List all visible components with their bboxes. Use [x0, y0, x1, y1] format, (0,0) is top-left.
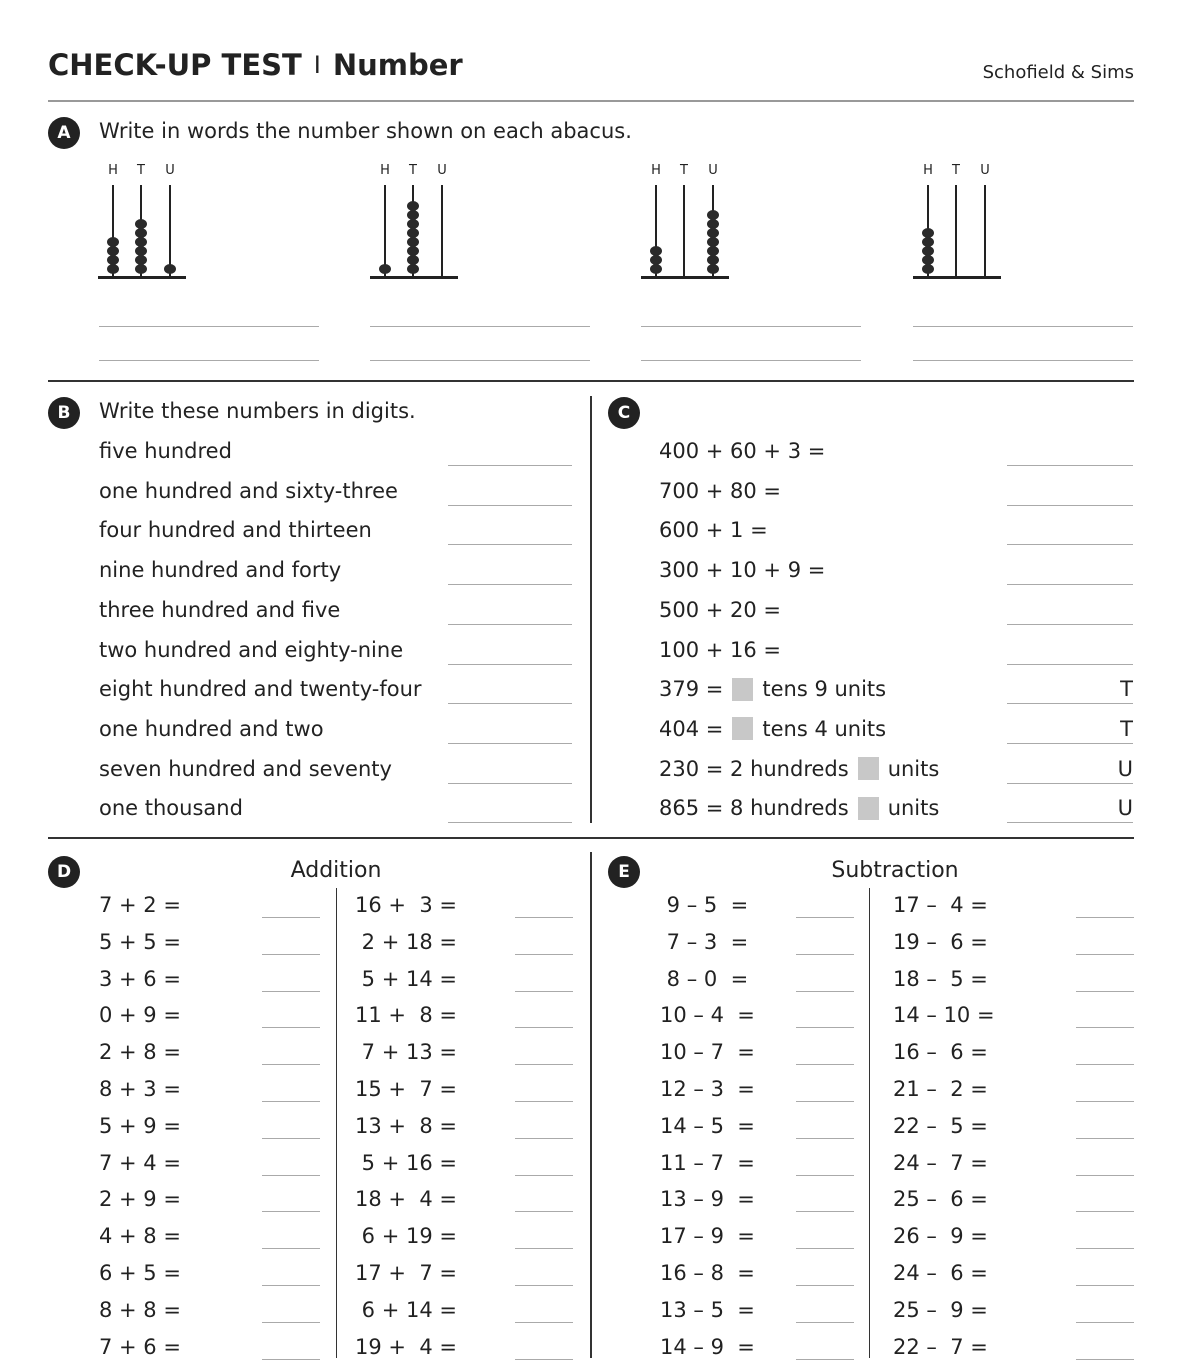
subtraction-answer-line[interactable]	[1076, 1175, 1134, 1176]
abacus-bead	[379, 264, 391, 274]
subtraction-equation: 10 – 4 =	[660, 1003, 755, 1028]
header-divider	[48, 100, 1134, 102]
abacus-bead	[650, 246, 662, 256]
addition-answer-line[interactable]	[262, 991, 320, 992]
addition-answer-line[interactable]	[515, 1064, 573, 1065]
answer-line[interactable]	[99, 326, 319, 327]
abacus-label: U	[437, 163, 447, 178]
section-b-answer-line[interactable]	[448, 703, 572, 704]
section-d-title: Addition	[290, 858, 382, 883]
subtraction-equation: 17 – 4 =	[893, 893, 988, 917]
section-b-answer-line[interactable]	[448, 624, 572, 625]
section-b-item: one hundred and sixty-three	[99, 478, 398, 503]
section-b-answer-line[interactable]	[448, 664, 572, 665]
section-e-badge: E	[608, 856, 640, 888]
addition-answer-line[interactable]	[262, 1175, 320, 1176]
abacus-label: U	[708, 163, 718, 178]
addition-equation: 19 + 4 =	[355, 1334, 457, 1359]
addition-equation: 5 + 16 =	[355, 1150, 457, 1175]
subtraction-equation: 14 – 5 =	[660, 1113, 755, 1138]
abacus-bead	[707, 246, 719, 256]
addition-equation: 8 + 3 =	[99, 1077, 181, 1101]
abacus-4	[913, 163, 1003, 288]
abacus-bead	[922, 264, 934, 274]
abacus-label: T	[952, 163, 960, 178]
answer-line[interactable]	[641, 326, 861, 327]
section-c-badge: C	[608, 397, 640, 429]
section-c-expression: 300 + 10 + 9 =	[659, 558, 826, 583]
section-b-answer-line[interactable]	[448, 544, 572, 545]
addition-column-divider	[336, 888, 337, 1358]
addition-answer-line[interactable]	[262, 1211, 320, 1212]
subtraction-answer-line[interactable]	[796, 1359, 854, 1360]
section-c-expression: 500 + 20 =	[659, 597, 782, 622]
addition-equation: 16 + 3 =	[355, 893, 457, 917]
section-b-answer-line[interactable]	[448, 822, 572, 823]
section-c-item	[659, 717, 886, 741]
section-b-item: seven hundred and seventy	[99, 756, 392, 781]
abacus-rod	[683, 185, 685, 277]
addition-answer-line[interactable]	[262, 1248, 320, 1249]
section-c-unit-suffix: T	[1120, 716, 1133, 741]
abacus-bead	[707, 255, 719, 265]
abacus-1	[98, 163, 188, 288]
addition-equation: 4 + 8 =	[99, 1224, 181, 1249]
section-a-instruction: Write in words the number shown on each abacus.	[99, 119, 632, 143]
column-divider	[590, 852, 592, 1358]
abacus-rod	[984, 185, 986, 277]
abacus-label: U	[980, 163, 990, 178]
subtraction-equation: 14 – 10 =	[893, 1003, 995, 1028]
addition-answer-line[interactable]	[515, 1248, 573, 1249]
addition-answer-line[interactable]	[515, 1211, 573, 1212]
section-divider	[48, 380, 1134, 382]
section-c-unit-suffix: T	[1120, 677, 1133, 702]
subtraction-equation: 12 – 3 =	[660, 1077, 755, 1101]
abacus-bead	[135, 246, 147, 256]
subtraction-equation: 11 – 7 =	[660, 1150, 755, 1175]
abacus-bead	[407, 255, 419, 265]
subtraction-answer-line[interactable]	[1076, 1322, 1134, 1323]
section-c-answer-line[interactable]	[1007, 664, 1133, 665]
subtraction-answer-line[interactable]	[796, 1248, 854, 1249]
abacus-label: T	[680, 163, 688, 178]
publisher-label: Schofield & Sims	[982, 62, 1134, 83]
addition-answer-line[interactable]	[262, 954, 320, 955]
addition-equation: 8 + 8 =	[99, 1297, 181, 1322]
section-c-item	[659, 638, 781, 662]
addition-answer-line[interactable]	[262, 1101, 320, 1102]
subtraction-equation: 24 – 7 =	[893, 1150, 988, 1175]
subtraction-answer-line[interactable]	[1076, 1101, 1134, 1102]
section-c-expression: 600 + 1 =	[659, 518, 768, 543]
section-b-instruction: Write these numbers in digits.	[99, 399, 416, 423]
section-c-unit-suffix: U	[1117, 756, 1133, 781]
addition-answer-line[interactable]	[515, 991, 573, 992]
section-b-item: nine hundred and forty	[99, 558, 342, 583]
section-b-answer-line[interactable]	[448, 465, 572, 466]
subtraction-answer-line[interactable]	[1076, 1064, 1134, 1065]
section-c-unit-suffix: U	[1117, 796, 1133, 821]
addition-answer-line[interactable]	[262, 1138, 320, 1139]
section-c-place-label: units	[887, 756, 940, 781]
addition-equation: 2 + 8 =	[99, 1040, 181, 1065]
subtraction-equation: 10 – 7 =	[660, 1040, 755, 1065]
subtraction-answer-line[interactable]	[796, 1138, 854, 1139]
addition-equation: 0 + 9 =	[99, 1003, 181, 1028]
subtraction-answer-line[interactable]	[796, 1322, 854, 1323]
addition-equation: 11 + 8 =	[355, 1003, 457, 1028]
subtraction-answer-line[interactable]	[1076, 917, 1134, 918]
subtraction-equation: 17 – 9 =	[660, 1224, 755, 1249]
subtraction-answer-line[interactable]	[796, 1101, 854, 1102]
addition-answer-line[interactable]	[262, 1322, 320, 1323]
section-b-item: three hundred and five	[99, 597, 341, 622]
subtraction-answer-line[interactable]	[796, 917, 854, 918]
section-c-expression: 700 + 80 =	[659, 478, 782, 503]
addition-equation: 15 + 7 =	[355, 1077, 457, 1101]
abacus-bead	[707, 228, 719, 238]
abacus-bead	[707, 264, 719, 274]
addition-answer-line[interactable]	[515, 1175, 573, 1176]
abacus-rod	[441, 185, 443, 277]
section-e-title: Subtraction	[831, 858, 959, 883]
subtraction-equation: 22 – 5 =	[893, 1113, 988, 1138]
addition-answer-line[interactable]	[262, 1027, 320, 1028]
subtraction-equation: 14 – 9 =	[660, 1334, 755, 1359]
section-b-answer-line[interactable]	[448, 783, 572, 784]
answer-line[interactable]	[641, 360, 861, 361]
title-separator: I	[313, 51, 321, 79]
section-d-badge: D	[48, 856, 80, 888]
subtraction-answer-line[interactable]	[796, 1064, 854, 1065]
section-c-answer-line[interactable]	[1007, 465, 1133, 466]
section-c-place-label: units	[887, 796, 940, 821]
answer-line[interactable]	[370, 360, 590, 361]
addition-equation: 6 + 19 =	[355, 1224, 457, 1249]
page-title	[48, 48, 463, 82]
addition-equation: 7 + 13 =	[355, 1040, 457, 1065]
subtraction-answer-line[interactable]	[1076, 1138, 1134, 1139]
missing-digit-box	[732, 717, 753, 740]
subtraction-equation: 16 – 8 =	[660, 1261, 755, 1285]
section-c-item	[659, 598, 781, 622]
addition-answer-line[interactable]	[515, 1285, 573, 1286]
abacus-bead	[107, 246, 119, 256]
subtraction-equation: 21 – 2 =	[893, 1077, 988, 1101]
addition-answer-line[interactable]	[515, 1322, 573, 1323]
subtraction-equation: 22 – 7 =	[893, 1334, 988, 1359]
abacus-bead	[707, 237, 719, 247]
test-label: CHECK-UP TEST	[48, 48, 302, 82]
addition-answer-line[interactable]	[262, 1064, 320, 1065]
subtraction-answer-line[interactable]	[796, 991, 854, 992]
addition-equation: 7 + 2 =	[99, 893, 181, 917]
section-c-answer-line[interactable]	[1007, 584, 1133, 585]
section-c-place-label: tens 9 units	[762, 677, 887, 702]
section-b-answer-line[interactable]	[448, 584, 572, 585]
abacus-bead	[707, 210, 719, 220]
addition-answer-line[interactable]	[515, 954, 573, 955]
section-c-item	[659, 677, 886, 701]
section-b-item: one hundred and two	[99, 716, 324, 741]
section-c-expression: 865 = 8 hundreds	[659, 796, 849, 821]
section-c-answer-line[interactable]	[1007, 756, 1133, 784]
answer-line[interactable]	[370, 326, 590, 327]
answer-line[interactable]	[913, 360, 1133, 361]
addition-answer-line[interactable]	[515, 1027, 573, 1028]
addition-equation: 3 + 6 =	[99, 966, 181, 991]
abacus-base	[641, 276, 729, 279]
missing-digit-box	[858, 757, 879, 780]
abacus-bead	[407, 264, 419, 274]
abacus-bead	[922, 255, 934, 265]
subtraction-equation: 13 – 5 =	[660, 1297, 755, 1322]
abacus-base	[913, 276, 1001, 279]
section-c-expression: 100 + 16 =	[659, 637, 782, 662]
subtraction-answer-line[interactable]	[1076, 1211, 1134, 1212]
subtraction-equation: 24 – 6 =	[893, 1261, 988, 1285]
abacus-bead	[707, 219, 719, 229]
answer-line[interactable]	[913, 326, 1133, 327]
addition-answer-line[interactable]	[515, 1101, 573, 1102]
missing-digit-box	[858, 797, 879, 820]
addition-equation: 5 + 5 =	[99, 929, 181, 954]
abacus-bead	[164, 264, 176, 274]
abacus-bead	[107, 255, 119, 265]
abacus-base	[98, 276, 186, 279]
addition-answer-line[interactable]	[262, 917, 320, 918]
section-divider	[48, 837, 1134, 839]
column-divider	[590, 396, 592, 823]
abacus-bead	[650, 264, 662, 274]
addition-answer-line[interactable]	[262, 1285, 320, 1286]
subtraction-answer-line[interactable]	[796, 954, 854, 955]
subtraction-equation: 7 – 3 =	[660, 929, 749, 954]
section-c-place-label: tens 4 units	[762, 716, 887, 741]
subtraction-equation: 8 – 0 =	[660, 966, 749, 991]
subtraction-answer-line[interactable]	[796, 1027, 854, 1028]
abacus-label: H	[380, 163, 390, 178]
abacus-bead	[922, 228, 934, 238]
abacus-bead	[407, 210, 419, 220]
abacus-bead	[407, 246, 419, 256]
section-b-item: four hundred and thirteen	[99, 518, 372, 543]
subtraction-equation: 16 – 6 =	[893, 1040, 988, 1065]
abacus-bead	[135, 255, 147, 265]
abacus-bead	[107, 237, 119, 247]
abacus-rod	[955, 185, 957, 277]
section-b-item: one thousand	[99, 796, 243, 821]
subtraction-answer-line[interactable]	[1076, 1248, 1134, 1249]
abacus-label: T	[409, 163, 417, 178]
abacus-label: H	[108, 163, 118, 178]
section-c-item	[659, 796, 939, 820]
subtraction-answer-line[interactable]	[1076, 1359, 1134, 1360]
addition-equation: 7 + 4 =	[99, 1150, 181, 1175]
abacus-bead	[650, 255, 662, 265]
missing-digit-box	[732, 678, 753, 701]
subtraction-column-divider	[869, 888, 870, 1358]
section-c-answer-line[interactable]	[1007, 716, 1133, 744]
subtraction-answer-line[interactable]	[796, 1175, 854, 1176]
subtraction-equation: 25 – 6 =	[893, 1187, 988, 1212]
addition-answer-line[interactable]	[515, 1138, 573, 1139]
answer-line[interactable]	[99, 360, 319, 361]
section-c-expression: 379 =	[659, 677, 724, 702]
section-c-item	[659, 479, 781, 503]
abacus-label: H	[923, 163, 933, 178]
abacus-base	[370, 276, 458, 279]
addition-equation: 17 + 7 =	[355, 1261, 457, 1285]
section-b-answer-line[interactable]	[448, 505, 572, 506]
abacus-bead	[135, 264, 147, 274]
abacus-bead	[135, 237, 147, 247]
topic-label: Number	[332, 48, 463, 82]
abacus-bead	[922, 237, 934, 247]
section-c-answer-line[interactable]	[1007, 796, 1133, 823]
abacus-bead	[922, 246, 934, 256]
section-c-item	[659, 757, 939, 781]
subtraction-answer-line[interactable]	[1076, 1027, 1134, 1028]
addition-equation: 6 + 5 =	[99, 1261, 181, 1285]
section-c-item	[659, 558, 825, 582]
section-c-expression: 404 =	[659, 716, 724, 741]
section-b-item: five hundred	[99, 439, 232, 463]
abacus-bead	[407, 228, 419, 238]
abacus-label: H	[651, 163, 661, 178]
addition-equation: 18 + 4 =	[355, 1187, 457, 1212]
subtraction-answer-line[interactable]	[796, 1285, 854, 1286]
subtraction-equation: 9 – 5 =	[660, 893, 749, 917]
addition-equation: 2 + 18 =	[355, 929, 457, 954]
subtraction-answer-line[interactable]	[1076, 954, 1134, 955]
section-b-item: two hundred and eighty-nine	[99, 637, 404, 662]
subtraction-equation: 26 – 9 =	[893, 1224, 988, 1249]
subtraction-answer-line[interactable]	[796, 1211, 854, 1212]
addition-equation: 7 + 6 =	[99, 1334, 181, 1359]
subtraction-answer-line[interactable]	[1076, 991, 1134, 992]
subtraction-equation: 13 – 9 =	[660, 1187, 755, 1212]
section-c-item	[659, 439, 825, 463]
section-c-answer-line[interactable]	[1007, 624, 1133, 625]
section-a-badge: A	[48, 117, 80, 149]
abacus-2	[370, 163, 460, 288]
section-b-badge: B	[48, 397, 80, 429]
addition-equation: 5 + 14 =	[355, 966, 457, 991]
addition-answer-line[interactable]	[515, 917, 573, 918]
section-c-expression: 230 = 2 hundreds	[659, 756, 849, 781]
abacus-label: U	[165, 163, 175, 178]
addition-equation: 5 + 9 =	[99, 1113, 181, 1138]
addition-answer-line[interactable]	[515, 1359, 573, 1360]
subtraction-answer-line[interactable]	[1076, 1285, 1134, 1286]
section-c-expression: 400 + 60 + 3 =	[659, 439, 826, 463]
subtraction-equation: 18 – 5 =	[893, 966, 988, 991]
abacus-bead	[407, 219, 419, 229]
subtraction-equation: 25 – 9 =	[893, 1297, 988, 1322]
section-c-item	[659, 518, 768, 542]
subtraction-equation: 19 – 6 =	[893, 929, 988, 954]
section-c-answer-line[interactable]	[1007, 544, 1133, 545]
addition-equation: 13 + 8 =	[355, 1113, 457, 1138]
abacus-bead	[135, 219, 147, 229]
section-c-answer-line[interactable]	[1007, 505, 1133, 506]
abacus-3	[641, 163, 731, 288]
addition-equation: 6 + 14 =	[355, 1297, 457, 1322]
abacus-label: T	[137, 163, 145, 178]
abacus-bead	[407, 237, 419, 247]
section-b-answer-line[interactable]	[448, 743, 572, 744]
addition-answer-line[interactable]	[262, 1359, 320, 1360]
addition-equation: 2 + 9 =	[99, 1187, 181, 1212]
section-b-item: eight hundred and twenty-four	[99, 677, 422, 702]
abacus-bead	[407, 201, 419, 211]
abacus-bead	[135, 228, 147, 238]
section-c-answer-line[interactable]	[1007, 677, 1133, 704]
abacus-bead	[107, 264, 119, 274]
